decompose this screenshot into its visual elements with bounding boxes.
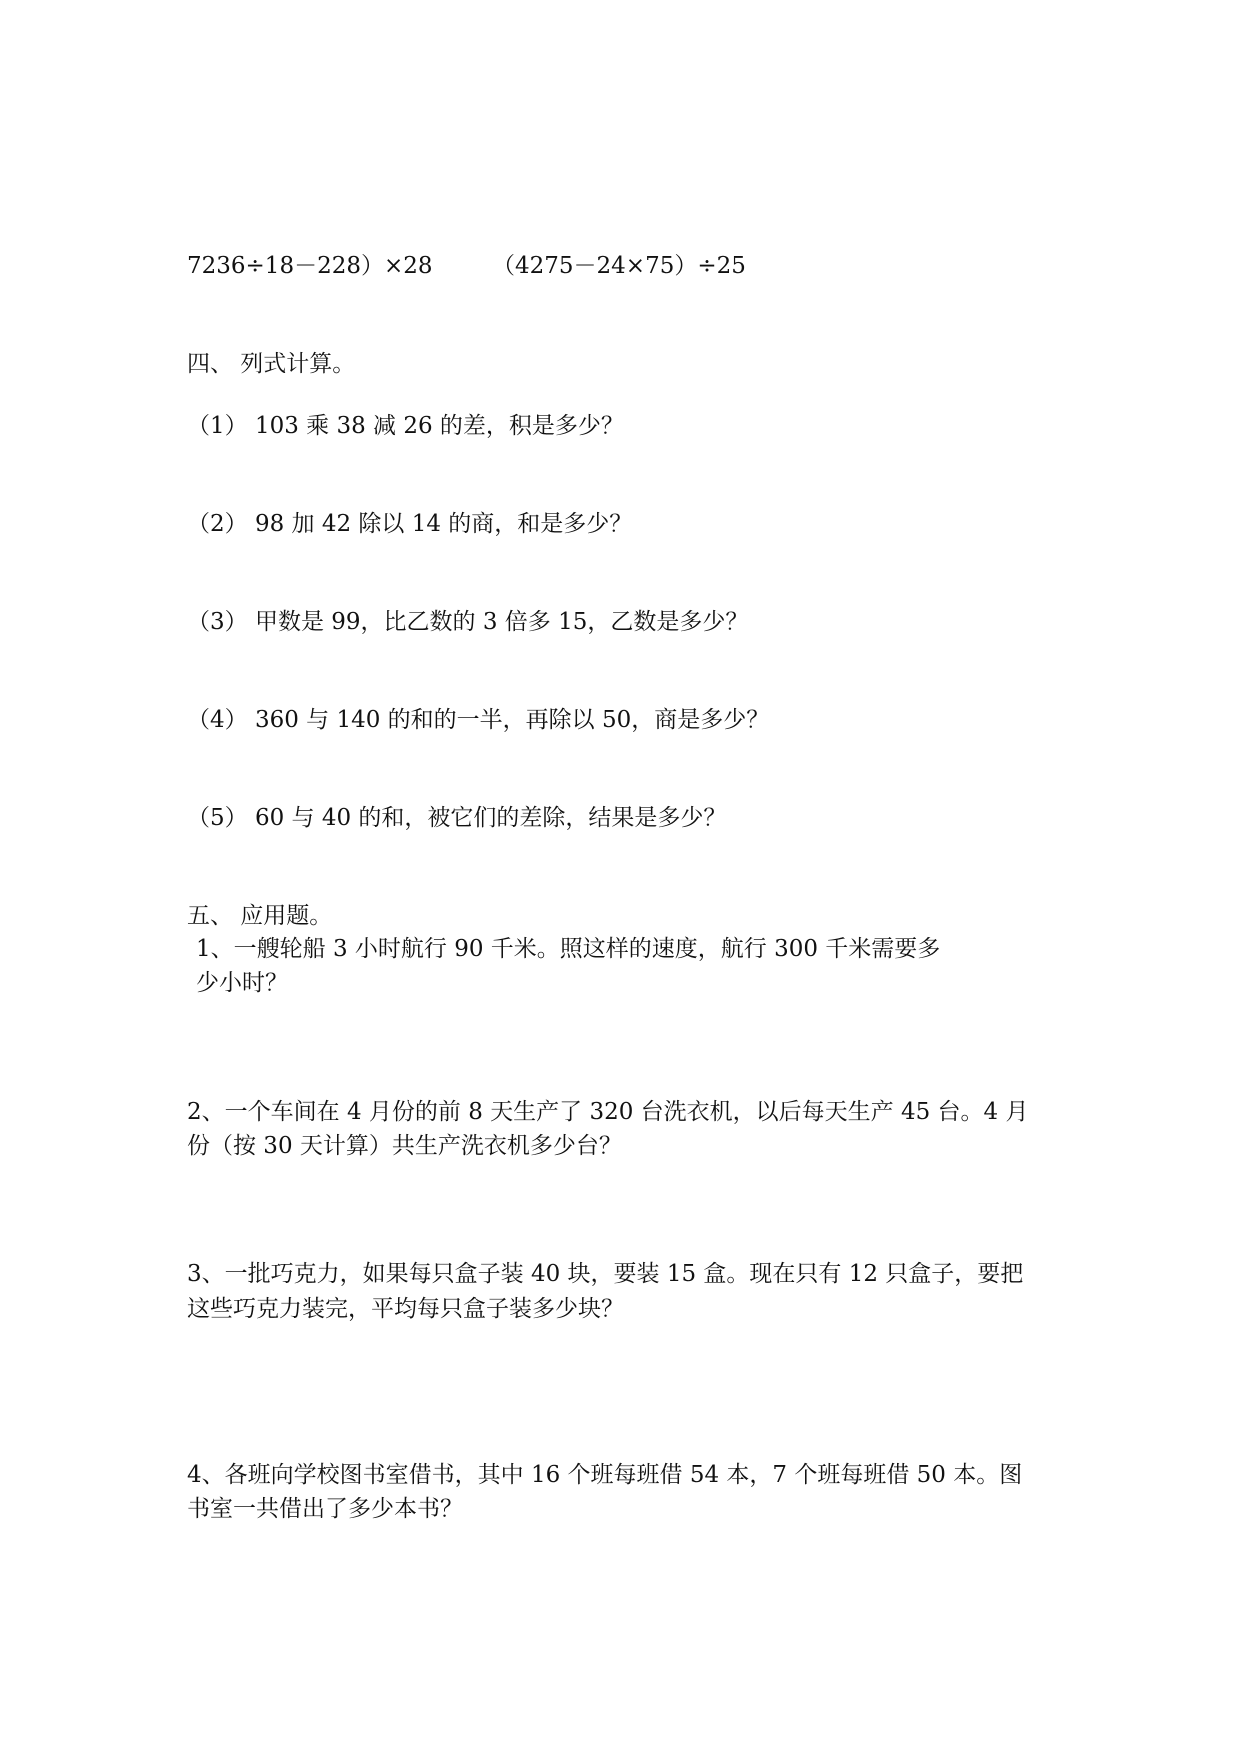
section-4-item-2: （2） 98 加 42 除以 14 的商，和是多少？ <box>187 511 633 537</box>
problem-3-line-2: 这些巧克力装完，平均每只盒子装多少块？ <box>187 1296 624 1322</box>
section-4-item-1: （1） 103 乘 38 减 26 的差，积是多少？ <box>187 413 624 439</box>
section-4-heading: 四、 列式计算。 <box>187 351 356 377</box>
problem-1-line-2: 少小时？ <box>196 970 288 996</box>
section-4-item-5: （5） 60 与 40 的和，被它们的差除，结果是多少？ <box>187 805 727 831</box>
problem-4-line-2: 书室一共借出了多少本书？ <box>187 1496 463 1522</box>
problem-2-line-2: 份（按 30 天计算）共生产洗衣机多少台？ <box>187 1133 622 1159</box>
section-4-item-4: （4） 360 与 140 的和的一半，再除以 50，商是多少？ <box>187 707 770 733</box>
problem-2-line-1: 2、一个车间在 4 月份的前 8 天生产了 320 台洗衣机，以后每天生产 45 台。4 月 <box>187 1099 1029 1125</box>
expression-left: 7236÷18－228）×28 <box>187 253 433 279</box>
problem-1-line-1: 1、一艘轮船 3 小时航行 90 千米。照这样的速度，航行 300 千米需要多 <box>196 936 941 962</box>
expression-right: （4275－24×75）÷25 <box>492 253 746 279</box>
section-4-item-3: （3） 甲数是 99，比乙数的 3 倍多 15，乙数是多少？ <box>187 609 749 635</box>
problem-4-line-1: 4、各班向学校图书室借书，其中 16 个班每班借 54 本，7 个班每班借 50 本。图 <box>187 1462 1023 1488</box>
section-5-heading: 五、 应用题。 <box>187 903 333 929</box>
problem-3-line-1: 3、一批巧克力，如果每只盒子装 40 块，要装 15 盒。现在只有 12 只盒子，要把 <box>187 1261 1024 1287</box>
